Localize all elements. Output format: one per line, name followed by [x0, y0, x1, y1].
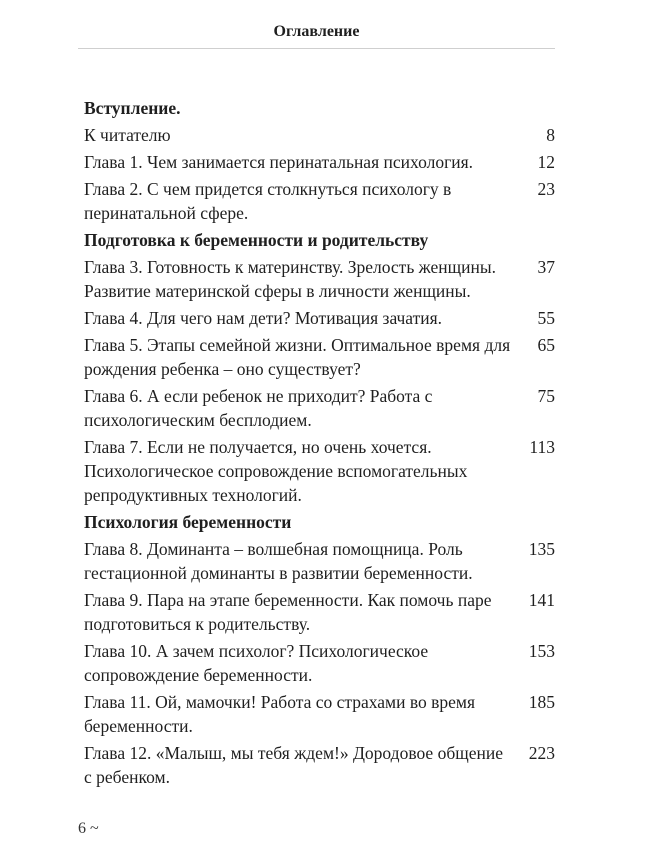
toc-entry-title: Глава 9. Пара на этапе беременности. Как помочь паре подготовиться к родительству. — [84, 590, 492, 634]
toc-entry — [84, 123, 555, 147]
toc-entry — [84, 435, 555, 507]
toc-entry-page: 8 — [546, 125, 555, 145]
toc-entry-page: 185 — [528, 692, 555, 712]
toc-entry — [84, 741, 555, 789]
toc-entry — [84, 639, 555, 687]
page-title: Оглавление — [273, 23, 360, 40]
toc-entry-page: 37 — [537, 257, 555, 277]
toc-entry-title: Глава 6. А если ребенок не приходит? Работа с психологическим бесплодием. — [84, 386, 433, 430]
toc-entry-title: Глава 5. Этапы семейной жизни. Оптимальное время для рождения ребенка – оно существует? — [84, 335, 511, 379]
toc-entry-title: Глава 4. Для чего нам дети? Мотивация зачатия. — [84, 308, 443, 328]
toc-entry — [84, 384, 555, 432]
toc-entry — [84, 177, 555, 225]
toc-entry-page: 75 — [537, 386, 555, 406]
toc-entry-title: Глава 11. Ой, мамочки! Работа со страхами во время беременности. — [84, 692, 476, 736]
section-heading-introduction: Вступление. — [84, 98, 181, 118]
toc-entry-page: 12 — [537, 152, 555, 172]
toc-entry-page: 55 — [537, 308, 555, 328]
toc-entry-page: 153 — [528, 641, 555, 661]
toc-entry — [84, 306, 555, 330]
toc-entry-title: Глава 10. А зачем психолог? Психологическое сопровождение беременности. — [84, 641, 429, 685]
toc-entry-page: 135 — [528, 539, 555, 559]
toc-entry-page: 65 — [537, 335, 555, 355]
toc-entry-title: Глава 2. С чем придется столкнуться психологу в перинатальной сфере. — [84, 179, 452, 223]
toc-entry-title: Глава 12. «Малыш, мы тебя ждем!» Дородовое общение с ребенком. — [84, 743, 503, 787]
section-heading-pregnancy-preparation: Подготовка к беременности и родительству — [84, 230, 429, 250]
header-divider — [78, 48, 555, 49]
toc-entry — [84, 537, 555, 585]
toc-entry-page: 23 — [537, 179, 555, 199]
toc-entry — [84, 150, 555, 174]
toc-entry — [84, 690, 555, 738]
table-of-contents — [84, 96, 555, 792]
toc-entry-page: 141 — [528, 590, 555, 610]
section-heading-pregnancy-psychology: Психология беременности — [84, 512, 292, 532]
toc-entry-title: Глава 1. Чем занимается перинатальная психология. — [84, 152, 474, 172]
toc-entry-page: 223 — [528, 743, 555, 763]
toc-entry-title: Глава 8. Доминанта – волшебная помощница. Роль гестационной доминанты в развитии беременности. — [84, 539, 473, 583]
toc-entry — [84, 333, 555, 381]
toc-entry — [84, 255, 555, 303]
toc-entry-title: Глава 7. Если не получается, но очень хочется. Психологическое сопровождение вспомогательных репродуктивных технологий. — [84, 437, 468, 505]
page-number: 6 ~ — [78, 820, 99, 837]
toc-entry-page: 113 — [529, 437, 555, 457]
toc-entry — [84, 588, 555, 636]
toc-entry-title: Глава 3. Готовность к материнству. Зрелость женщины. Развитие материнской сферы в личности женщины. — [84, 257, 497, 301]
toc-entry-title: К читателю — [84, 125, 171, 145]
